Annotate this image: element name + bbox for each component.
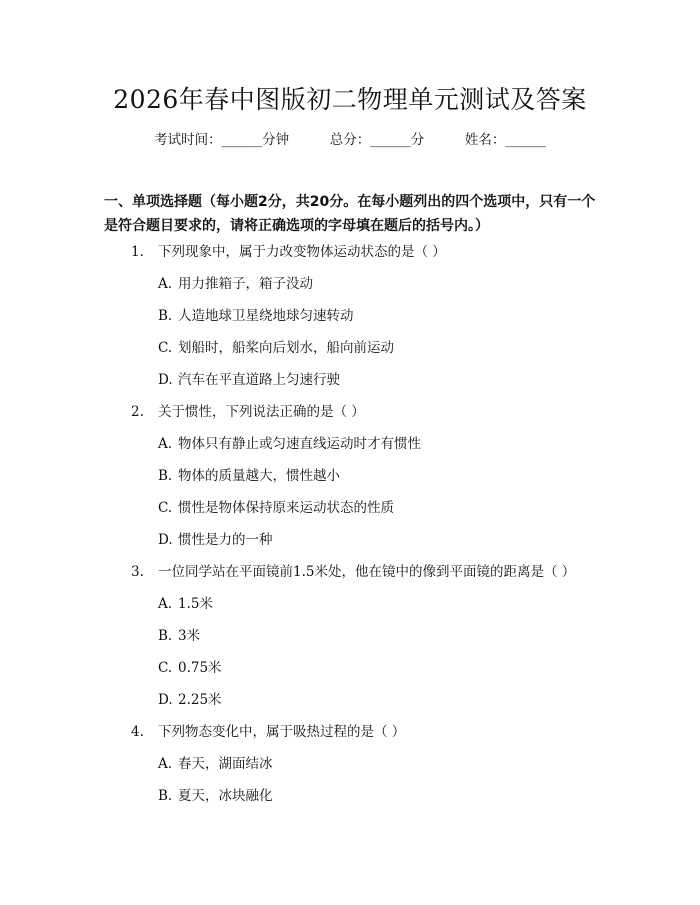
name-blank: ______ xyxy=(505,132,546,148)
question-2 xyxy=(131,402,365,422)
question-number: 2. xyxy=(131,404,144,420)
option-text: 人造地球卫星绕地球匀速转动 xyxy=(178,308,354,324)
option-letter: B. xyxy=(158,468,173,484)
option-text: 惯性是物体保持原来运动状态的性质 xyxy=(178,500,394,516)
question-3-option-c xyxy=(158,658,222,678)
question-1-option-a xyxy=(158,274,313,294)
question-3-option-a xyxy=(158,594,213,614)
exam-meta xyxy=(0,130,700,150)
option-letter: D. xyxy=(158,532,173,548)
option-text: 春天，湖面结冰 xyxy=(178,756,273,772)
option-text: 3米 xyxy=(178,628,201,644)
time-blank: ______ xyxy=(221,132,263,148)
option-text: 物体的质量越大，惯性越小 xyxy=(178,468,340,484)
question-text: 关于惯性，下列说法正确的是（ ） xyxy=(158,404,365,420)
option-text: 1.5米 xyxy=(178,596,213,612)
option-text: 2.25米 xyxy=(178,692,222,708)
question-1 xyxy=(131,242,446,262)
score-blank: ______ xyxy=(370,132,411,148)
option-text: 夏天，冰块融化 xyxy=(178,788,273,804)
question-3-option-d xyxy=(158,690,222,710)
question-2-option-a xyxy=(158,434,421,454)
option-text: 惯性是力的一种 xyxy=(178,532,273,548)
question-text: 一位同学站在平面镜前1.5米处，他在镜中的像到平面镜的距离是（ ） xyxy=(158,564,576,580)
question-4-option-b xyxy=(158,786,273,806)
question-2-option-d xyxy=(158,530,273,550)
question-2-option-c xyxy=(158,498,394,518)
section-heading xyxy=(104,190,604,238)
option-text: 0.75米 xyxy=(178,660,222,676)
page-title: 2026年春中图版初二物理单元测试及答案 xyxy=(113,85,587,114)
option-letter: A. xyxy=(158,596,173,612)
option-letter: D. xyxy=(158,692,173,708)
option-letter: A. xyxy=(158,276,173,292)
option-text: 汽车在平直道路上匀速行驶 xyxy=(178,372,340,388)
score-label: 总分： xyxy=(329,132,371,148)
option-letter: C. xyxy=(158,340,173,356)
option-letter: A. xyxy=(158,756,173,772)
option-letter: C. xyxy=(158,500,173,516)
option-letter: D. xyxy=(158,372,173,388)
question-number: 3. xyxy=(131,564,144,580)
option-letter: A. xyxy=(158,436,173,452)
option-text: 物体只有静止或匀速直线运动时才有惯性 xyxy=(178,436,421,452)
section-heading-line-1: 一、单项选择题（每小题2分，共20分。在每小题列出的四个选项中，只有一个 xyxy=(104,194,596,210)
name-label: 姓名： xyxy=(464,132,506,148)
question-4 xyxy=(131,722,405,742)
question-1-option-b xyxy=(158,306,354,326)
question-text: 下列物态变化中，属于吸热过程的是（ ） xyxy=(158,724,406,740)
question-2-option-b xyxy=(158,466,340,486)
option-letter: B. xyxy=(158,628,173,644)
question-4-option-a xyxy=(158,754,273,774)
option-letter: B. xyxy=(158,308,173,324)
question-number: 4. xyxy=(131,724,144,740)
question-1-option-c xyxy=(158,338,394,358)
question-text: 下列现象中，属于力改变物体运动状态的是（ ） xyxy=(158,244,446,260)
time-unit: 分钟 xyxy=(262,132,290,148)
time-label: 考试时间： xyxy=(154,132,222,148)
option-letter: B. xyxy=(158,788,173,804)
question-number: 1. xyxy=(131,244,144,260)
question-1-option-d xyxy=(158,370,340,390)
section-heading-line-2: 是符合题目要求的，请将正确选项的字母填在题后的括号内。） xyxy=(104,218,489,234)
score-unit: 分 xyxy=(410,132,425,148)
option-text: 划船时，船桨向后划水，船向前运动 xyxy=(178,340,394,356)
question-3-option-b xyxy=(158,626,200,646)
question-3 xyxy=(131,562,575,582)
option-text: 用力推箱子，箱子没动 xyxy=(178,276,313,292)
option-letter: C. xyxy=(158,660,173,676)
